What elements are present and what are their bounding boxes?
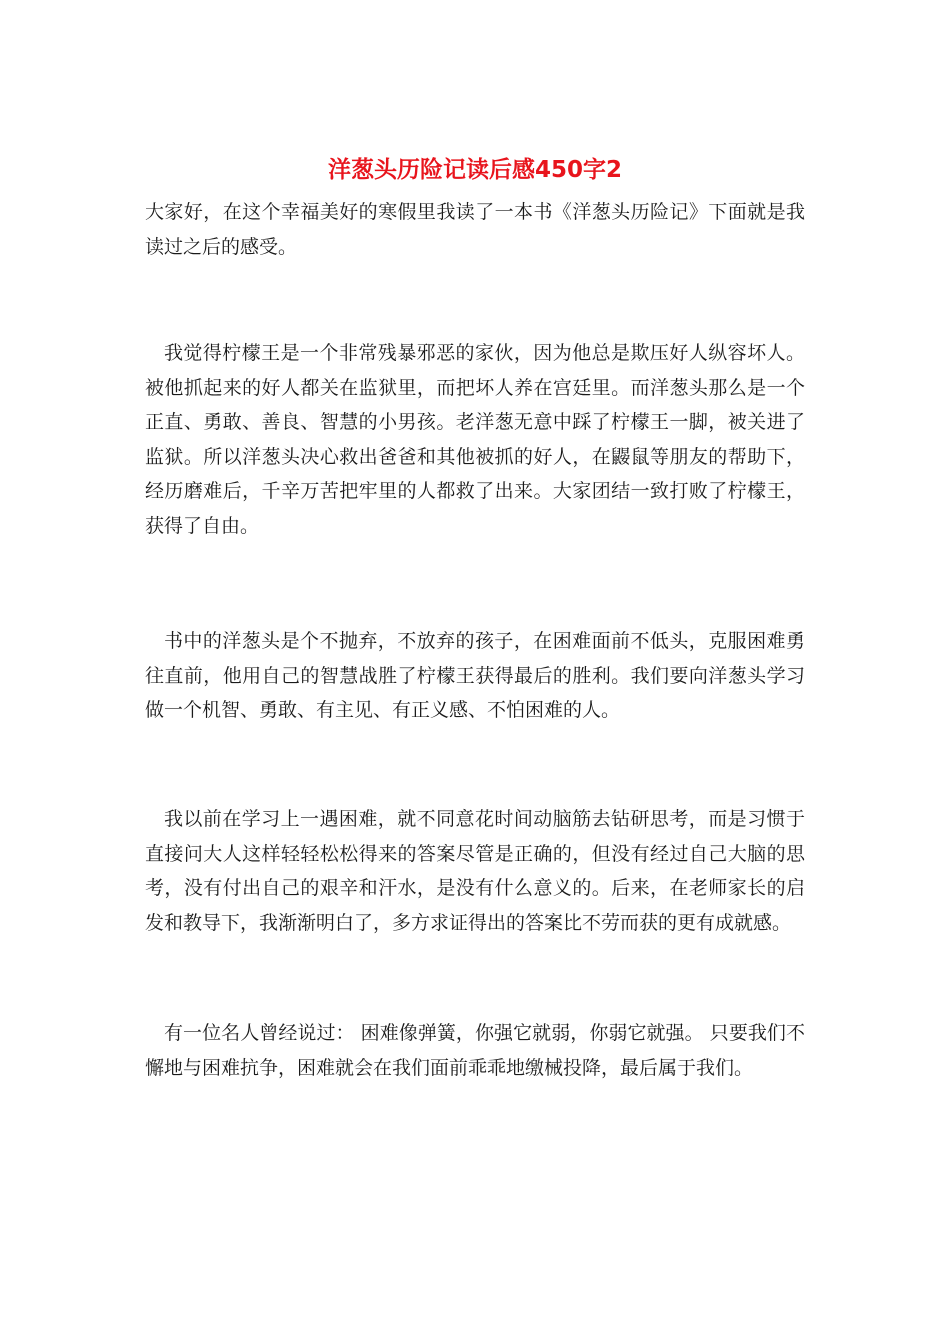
paragraph-intro: 大家好，在这个幸福美好的寒假里我读了一本书《洋葱头历险记》下面就是我读过之后的感受。 [145,201,805,258]
paragraph-lemon-king: 我觉得柠檬王是一个非常残暴邪恶的家伙，因为他总是欺压好人纵容坏人。被他抓起来的好人都关在监狱里，而把坏人养在宫廷里。而洋葱头那么是一个正直、勇敢、善良、智慧的小男孩。老洋葱无意中踩了柠檬王一脚，被关进了监狱。所以洋葱头决心救出爸爸和其他被抓的好人，在鼹鼠等朋友的帮助下，经历磨难后，千辛万苦把牢里的人都救了出来。大家团结一致打败了柠檬王，获得了自由。 [145,342,805,537]
paragraph-conclusion: 有一位名人曾经说过： 困难像弹簧，你强它就弱，你弱它就强。 只要我们不懈地与困难抗争，困难就会在我们面前乖乖地缴械投降，最后属于我们。 [145,1022,805,1079]
paragraph-onion-boy: 书中的洋葱头是个不抛弃，不放弃的孩子，在困难面前不低头，克服困难勇往直前，他用自己的智慧战胜了柠檬王获得最后的胜利。我们要向洋葱头学习做一个机智、勇敢、有主见、有正义感、不怕困难的人。 [145,630,805,721]
paragraph-learning: 我以前在学习上一遇困难，就不同意花时间动脑筋去钻研思考，而是习惯于直接问大人这样轻轻松松得来的答案尽管是正确的，但没有经过自己大脑的思考，没有付出自己的艰辛和汗水，是没有什么意义的。后来，在老师家长的启发和教导下，我渐渐明白了，多方求证得出的答案比不劳而获的更有成就感。 [145,808,805,934]
page-title: 洋葱头历险记读后感450字2 [327,157,622,183]
